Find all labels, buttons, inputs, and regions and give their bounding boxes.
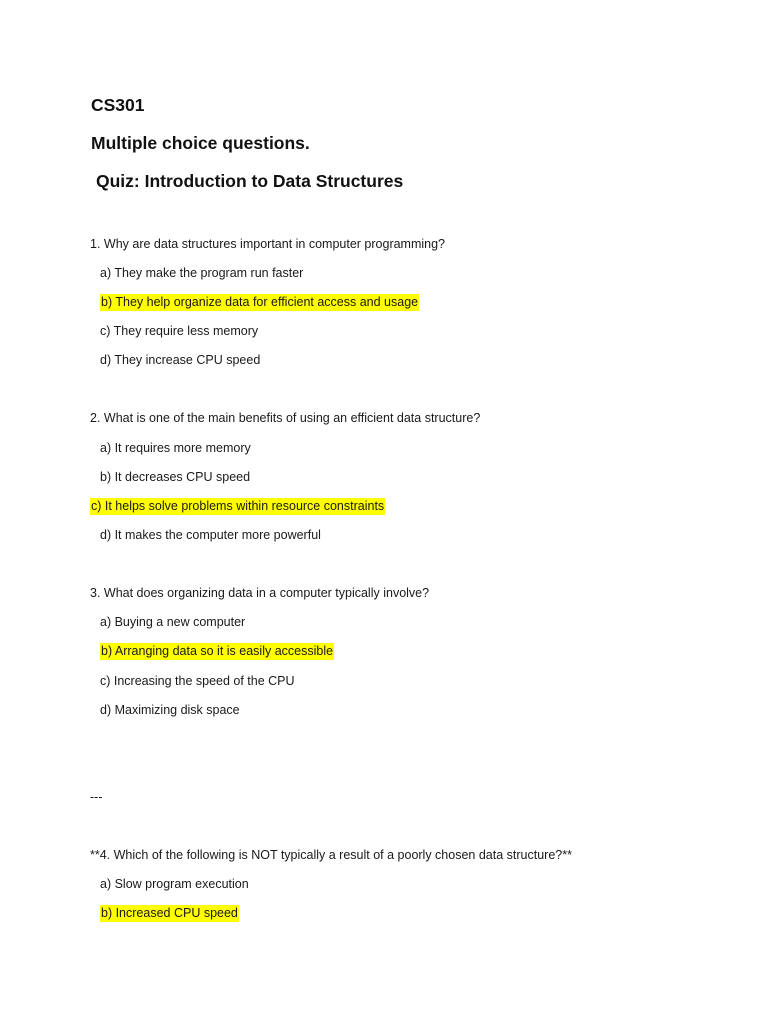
question-2: 2. What is one of the main benefits of using an efficient data structure? [90, 411, 481, 425]
course-code: CS301 [91, 95, 145, 115]
q1-option-b-answer [100, 294, 419, 310]
highlight-mark: b) Arranging data so it is easily accessible [101, 644, 334, 658]
q3-option-c: c) Increasing the speed of the CPU [100, 674, 295, 688]
q4-option-a: a) Slow program execution [100, 877, 249, 891]
highlight-mark: b) Increased CPU speed [101, 906, 238, 920]
highlight-mark: b) They help organize data for efficient access and usage [101, 295, 419, 309]
separator: --- [90, 790, 103, 804]
q3-option-a: a) Buying a new computer [100, 615, 246, 629]
q3-option-b-answer [100, 643, 334, 659]
q2-option-a: a) It requires more memory [100, 441, 251, 455]
q2-option-d: d) It makes the computer more powerful [100, 528, 321, 542]
q1-option-c: c) They require less memory [100, 324, 259, 338]
question-1: 1. Why are data structures important in computer programming? [90, 237, 446, 251]
question-4: **4. Which of the following is NOT typically a result of a poorly chosen data structure?** [90, 848, 572, 862]
quiz-title: Quiz: Introduction to Data Structures [96, 171, 404, 191]
q4-option-b-answer [100, 905, 239, 921]
question-3: 3. What does organizing data in a computer typically involve? [90, 586, 430, 600]
highlight-mark: c) It helps solve problems within resource constraints [91, 499, 385, 513]
subtitle: Multiple choice questions. [91, 133, 310, 153]
q3-option-d: d) Maximizing disk space [100, 703, 240, 717]
q2-option-b: b) It decreases CPU speed [100, 470, 251, 484]
q1-option-d: d) They increase CPU speed [100, 353, 261, 367]
q2-option-c-answer [90, 498, 385, 514]
q1-option-a: a) They make the program run faster [100, 266, 304, 280]
